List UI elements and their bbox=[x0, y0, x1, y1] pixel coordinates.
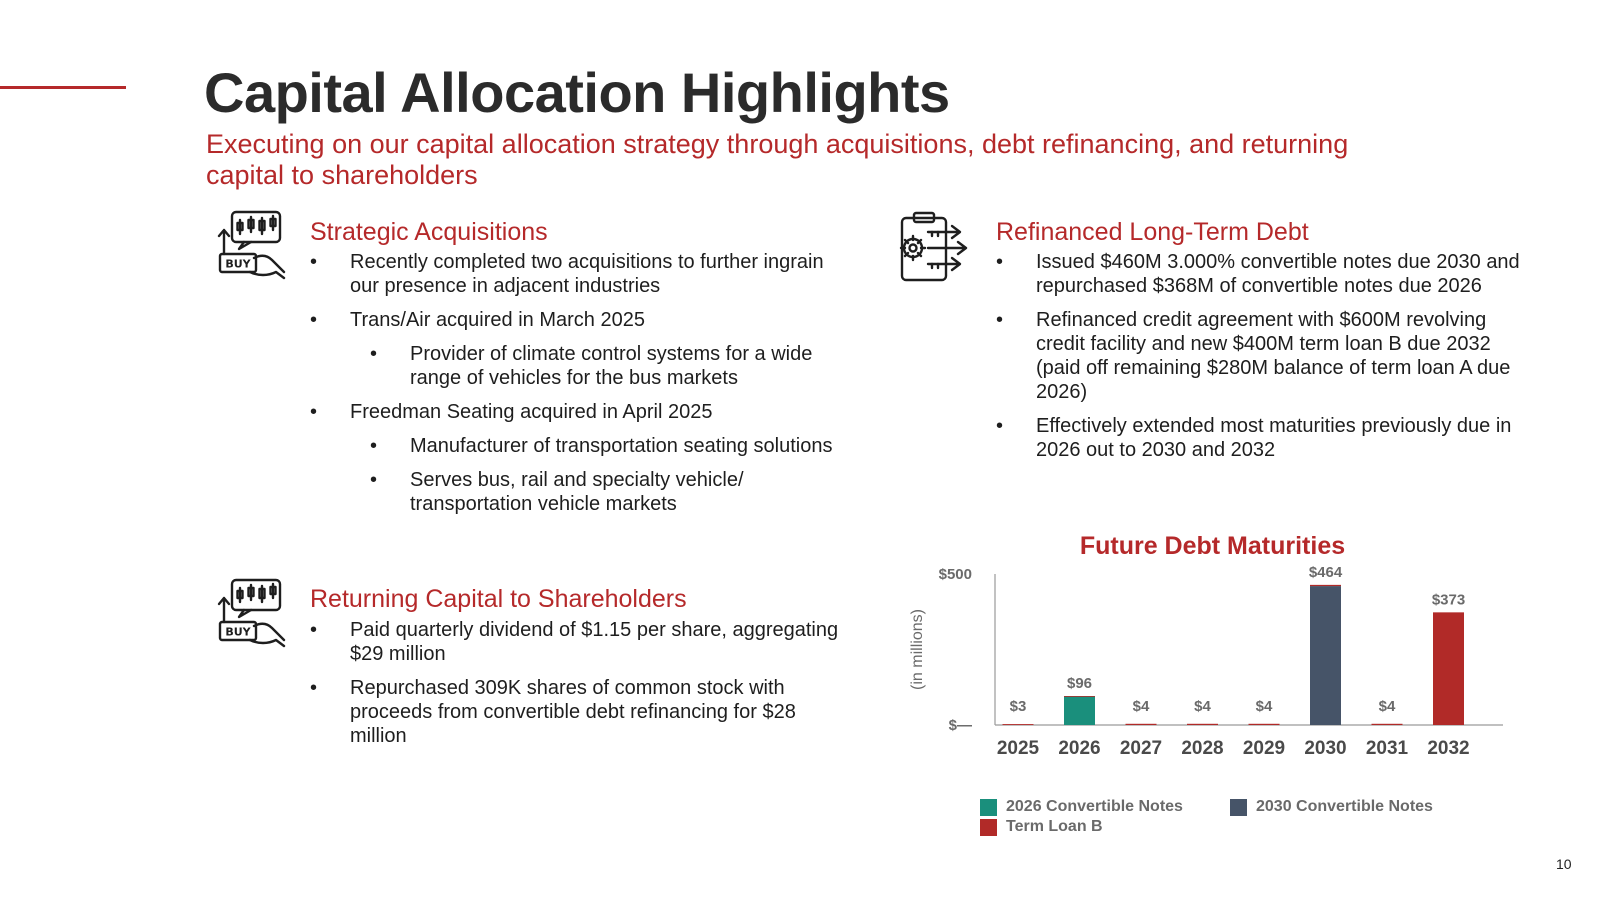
bar-segment bbox=[1064, 696, 1095, 697]
list-item: • Effectively extended most maturities previously due in 2026 out to 2030 and 2032 bbox=[996, 414, 1536, 462]
x-tick-label: 2027 bbox=[1119, 738, 1163, 759]
returning-capital-section bbox=[214, 578, 854, 758]
returning-capital-list bbox=[310, 618, 855, 758]
bar-segment bbox=[1064, 696, 1095, 725]
title-accent-rule bbox=[0, 86, 126, 89]
legend-label: 2026 Convertible Notes bbox=[1006, 798, 1183, 815]
legend-swatch bbox=[980, 799, 997, 816]
list-item: • Manufacturer of transportation seating solutions bbox=[310, 434, 855, 458]
data-label: $373 bbox=[1431, 591, 1466, 609]
legend-swatch bbox=[980, 819, 997, 836]
strategic-acquisitions-section bbox=[214, 210, 854, 550]
refinanced-debt-section bbox=[898, 210, 1538, 490]
bar-segment bbox=[1372, 724, 1403, 725]
list-item: • Freedman Seating acquired in April 2025 bbox=[310, 400, 855, 424]
legend-item bbox=[980, 798, 1183, 816]
list-item: • Paid quarterly dividend of $1.15 per share, aggregating $29 million bbox=[310, 618, 855, 666]
bar-segment bbox=[1126, 724, 1157, 725]
y-tick-label: $— bbox=[948, 717, 972, 734]
page-number: 10 bbox=[1556, 856, 1572, 872]
data-label: $3 bbox=[1009, 698, 1027, 715]
svg-text:BUY: BUY bbox=[225, 625, 251, 639]
x-tick-label: 2032 bbox=[1427, 738, 1470, 759]
list-item: • Provider of climate control systems for a wide range of vehicles for the bus markets bbox=[310, 342, 855, 390]
legend-item bbox=[1230, 798, 1433, 816]
data-label: $4 bbox=[1132, 698, 1150, 715]
y-tick-label: $500 bbox=[938, 566, 972, 583]
legend-label: Term Loan B bbox=[1006, 818, 1103, 835]
x-tick-label: 2031 bbox=[1365, 738, 1409, 759]
x-tick-label: 2028 bbox=[1181, 738, 1224, 759]
refinanced-debt-heading: Refinanced Long-Term Debt bbox=[996, 218, 1309, 246]
list-item: • Issued $460M 3.000% convertible notes due 2030 and repurchased $368M of convertible notes due 2026 bbox=[996, 250, 1536, 298]
strategic-acquisitions-heading: Strategic Acquisitions bbox=[310, 218, 548, 246]
data-label: $464 bbox=[1308, 565, 1343, 581]
x-tick-label: 2025 bbox=[996, 738, 1040, 759]
data-label: $4 bbox=[1255, 698, 1273, 715]
data-label: $96 bbox=[1066, 675, 1093, 693]
buy-stock-chart-icon bbox=[214, 210, 288, 284]
legend-label: 2030 Convertible Notes bbox=[1256, 798, 1433, 815]
list-item: • Serves bus, rail and specialty vehicle/ transportation vehicle markets bbox=[310, 468, 855, 516]
bar-segment bbox=[1310, 586, 1341, 725]
refinanced-debt-list bbox=[996, 250, 1536, 472]
y-axis-label: (in millions) bbox=[909, 609, 926, 690]
list-item: • Refinanced credit agreement with $600M revolving credit facility and new $400M term loan B due 2032 (paid off remaining $280M balance of term loan A due 2026) bbox=[996, 308, 1536, 404]
returning-capital-heading: Returning Capital to Shareholders bbox=[310, 585, 687, 613]
page-subtitle: Executing on our capital allocation strategy through acquisitions, debt refinancing, and returning capital to shareholders bbox=[206, 129, 1349, 190]
bar-segment bbox=[1433, 612, 1464, 725]
svg-text:BUY: BUY bbox=[225, 257, 251, 271]
legend-swatch bbox=[1230, 799, 1247, 816]
bar-segment bbox=[1249, 724, 1280, 725]
strategic-acquisitions-list bbox=[310, 250, 855, 526]
legend-item bbox=[980, 818, 1103, 836]
x-tick-label: 2029 bbox=[1242, 738, 1286, 759]
x-tick-label: 2026 bbox=[1058, 738, 1101, 759]
debt-maturities-chart bbox=[900, 565, 1520, 790]
page-title: Capital Allocation Highlights bbox=[204, 61, 950, 124]
chart-title: Future Debt Maturities bbox=[1079, 532, 1346, 560]
bar-segment bbox=[1003, 724, 1034, 725]
data-label: $4 bbox=[1194, 698, 1211, 715]
chart-legend bbox=[980, 798, 1580, 842]
buy-stock-chart-icon bbox=[214, 578, 288, 652]
list-item: • Trans/Air acquired in March 2025 bbox=[310, 308, 855, 332]
data-label: $4 bbox=[1378, 698, 1396, 715]
list-item: • Repurchased 309K shares of common stock with proceeds from convertible debt refinancing for $28 million bbox=[310, 676, 855, 748]
clipboard-gear-arrows-icon bbox=[898, 210, 972, 284]
bar-segment bbox=[1310, 585, 1341, 586]
x-tick-label: 2030 bbox=[1304, 738, 1347, 759]
bar-segment bbox=[1187, 724, 1218, 725]
list-item: • Recently completed two acquisitions to further ingrain our presence in adjacent industries bbox=[310, 250, 855, 298]
